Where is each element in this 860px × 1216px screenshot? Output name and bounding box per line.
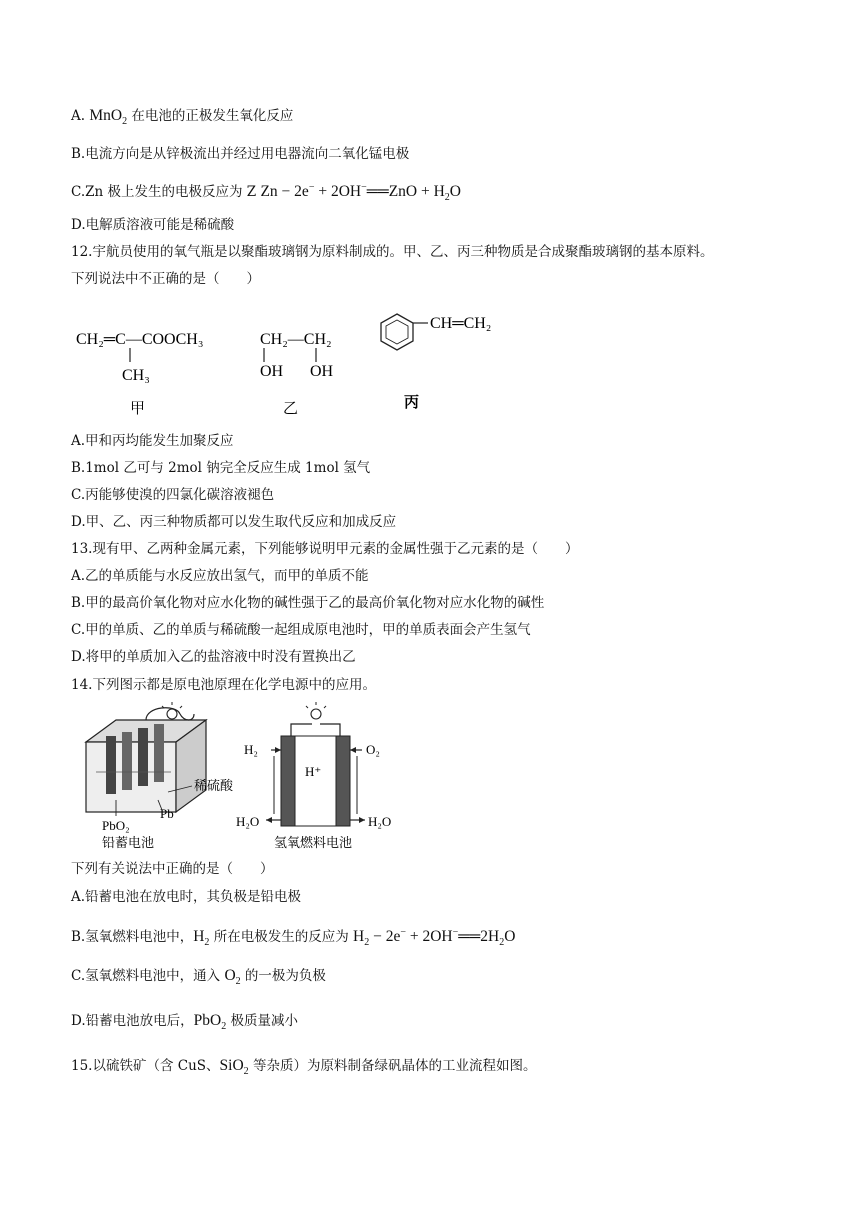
option-text: 等杂质）为原料制备绿矾晶体的工业流程如图。	[248, 1058, 537, 1074]
q11-option-d: D.电解质溶液可能是稀硫酸	[71, 217, 235, 233]
eq-sub: 2	[499, 937, 505, 949]
jia-formula: CH₂═C—COOCH₃	[76, 331, 204, 348]
q12-option-d: D.甲、乙、丙三种物质都可以发生取代反应和加成反应	[71, 514, 397, 530]
fuel-cell-h2o-right: H₂O	[368, 814, 392, 829]
option-prefix: 15.以硫铁矿（含 CuS、	[71, 1058, 220, 1074]
q12-option-a: A.甲和丙均能发生加聚反应	[71, 433, 234, 449]
bing-vinyl: CH═CH₂	[430, 315, 492, 332]
q14-option-a: A.铅蓄电池在放电时，其负极是铅电极	[71, 889, 302, 905]
equation	[353, 927, 516, 949]
q11-option-b: B.电流方向是从锌极流出并经过用电器流向二氧化锰电极	[71, 146, 410, 162]
q12-option-b: B.1mol 乙可与 2mol 钠完全反应生成 1mol 氢气	[71, 460, 371, 476]
q13-option-c: C.甲的单质、乙的单质与稀硫酸一起组成原电池时，甲的单质表面会产生氢气	[71, 622, 531, 638]
yi-formula: CH₂—CH₂	[260, 331, 332, 348]
f-part: PbO	[193, 1012, 222, 1029]
q12-structures-figure	[70, 300, 530, 420]
q13-stem: 13.现有甲、乙两种金属元素，下列能够说明甲元素的金属性强于乙元素的是（ ）	[71, 541, 579, 557]
eq-part: Zn − 2e	[260, 183, 309, 201]
structures-svg	[70, 300, 530, 420]
q14-option-d	[71, 1012, 298, 1036]
q11-option-a	[71, 107, 293, 131]
yi-label: 乙	[283, 401, 299, 417]
eq-part: ══2H	[458, 928, 500, 946]
formula	[224, 967, 241, 988]
option-prefix: C.氢氧燃料电池中，通入	[71, 968, 225, 984]
q15-stem	[71, 1057, 536, 1081]
eq-sub: 2	[364, 937, 370, 949]
f-part: H	[193, 928, 205, 946]
q13-option-b: B.甲的最高价氧化物对应水化物的碱性强于乙的最高价氧化物对应水化物的碱性	[71, 595, 545, 611]
formula-sub: 2	[122, 116, 128, 128]
option-text: 所在电极发生的反应为	[209, 929, 354, 946]
q12-option-c: C.丙能够使溴的四氯化碳溶液褪色	[71, 487, 275, 503]
option-prefix: D.铅蓄电池放电后，	[71, 1013, 194, 1029]
option-prefix: B.氢氧燃料电池中，	[71, 929, 194, 946]
option-prefix: A.	[71, 108, 90, 124]
bing-label: 丙	[404, 395, 420, 411]
eq-sup: −	[400, 927, 406, 938]
q12-stem-line2: 下列说法中不正确的是（ ）	[71, 271, 260, 287]
jia-methyl: CH₃	[122, 367, 150, 384]
eq-part: ══ZnO + H	[366, 183, 445, 201]
formula	[89, 107, 128, 128]
q12-stem-line1: 12.宇航员使用的氧气瓶是以聚酯玻璃钢为原料制成的。甲、乙、丙三种物质是合成聚酯玻璃钢的基本原料。	[71, 244, 714, 260]
option-text: 极质量减小	[226, 1013, 299, 1029]
fuel-cell-h2: H₂	[244, 742, 258, 757]
q14-option-c	[71, 967, 326, 991]
jia-label: 甲	[130, 401, 146, 417]
eq-part: O	[449, 183, 461, 201]
q14-question: 下列有关说法中正确的是（ ）	[71, 861, 274, 877]
benzene-inner	[386, 320, 408, 344]
option-prefix: C.Zn 极上发生的电极反应为 Z	[71, 184, 261, 201]
f-sub: 2	[235, 976, 241, 988]
lead-acid-battery-drawing	[86, 702, 206, 816]
eq-sup: −	[452, 927, 459, 938]
q11-option-c	[71, 179, 461, 207]
eq-sup: −	[361, 182, 367, 193]
formula	[193, 928, 210, 949]
lead-acid-caption: 铅蓄电池	[102, 835, 155, 850]
eq-part: + 2OH	[314, 183, 362, 201]
formula-main: MnO	[89, 107, 123, 124]
q13-option-a: A.乙的单质能与水反应放出氢气，而甲的单质不能	[71, 568, 369, 584]
f-sub: 2	[243, 1066, 249, 1078]
f-part: O	[224, 967, 236, 984]
option-text: 的一极为负极	[240, 968, 326, 984]
yi-oh-left: OH	[260, 363, 284, 380]
q14-stem: 14.下列图示都是原电池原理在化学电源中的应用。	[71, 677, 376, 693]
battery-svg	[76, 702, 416, 854]
yi-oh-right: OH	[310, 363, 334, 380]
eq-sup: −	[308, 182, 315, 193]
option-text: 在电池的正极发生氧化反应	[127, 108, 294, 124]
f-sub: 2	[204, 937, 210, 949]
eq-part: + 2OH	[405, 928, 453, 946]
q14-option-b	[71, 924, 515, 952]
lead-acid-label-acid: 稀硫酸	[194, 778, 234, 793]
q14-battery-figure	[76, 702, 416, 854]
equation	[260, 182, 461, 204]
fuel-cell-hplus: H⁺	[305, 764, 322, 779]
lead-acid-label-pb: Pb	[160, 806, 174, 821]
eq-part: H	[353, 928, 365, 946]
fuel-cell-caption: 氢氧燃料电池	[274, 835, 353, 850]
q13-option-d: D.将甲的单质加入乙的盐溶液中时没有置换出乙	[71, 649, 356, 665]
lead-acid-label-pbo2: PbO₂	[102, 818, 130, 833]
formula	[219, 1057, 249, 1078]
eq-sub: 2	[444, 192, 450, 204]
eq-part: − 2e	[369, 928, 401, 946]
eq-part: O	[504, 928, 516, 946]
formula	[193, 1012, 227, 1033]
fuel-cell-h2o-left: H₂O	[236, 814, 260, 829]
f-sub: 2	[221, 1021, 227, 1033]
fuel-cell-o2: O₂	[366, 742, 380, 757]
f-part: SiO	[219, 1057, 244, 1074]
